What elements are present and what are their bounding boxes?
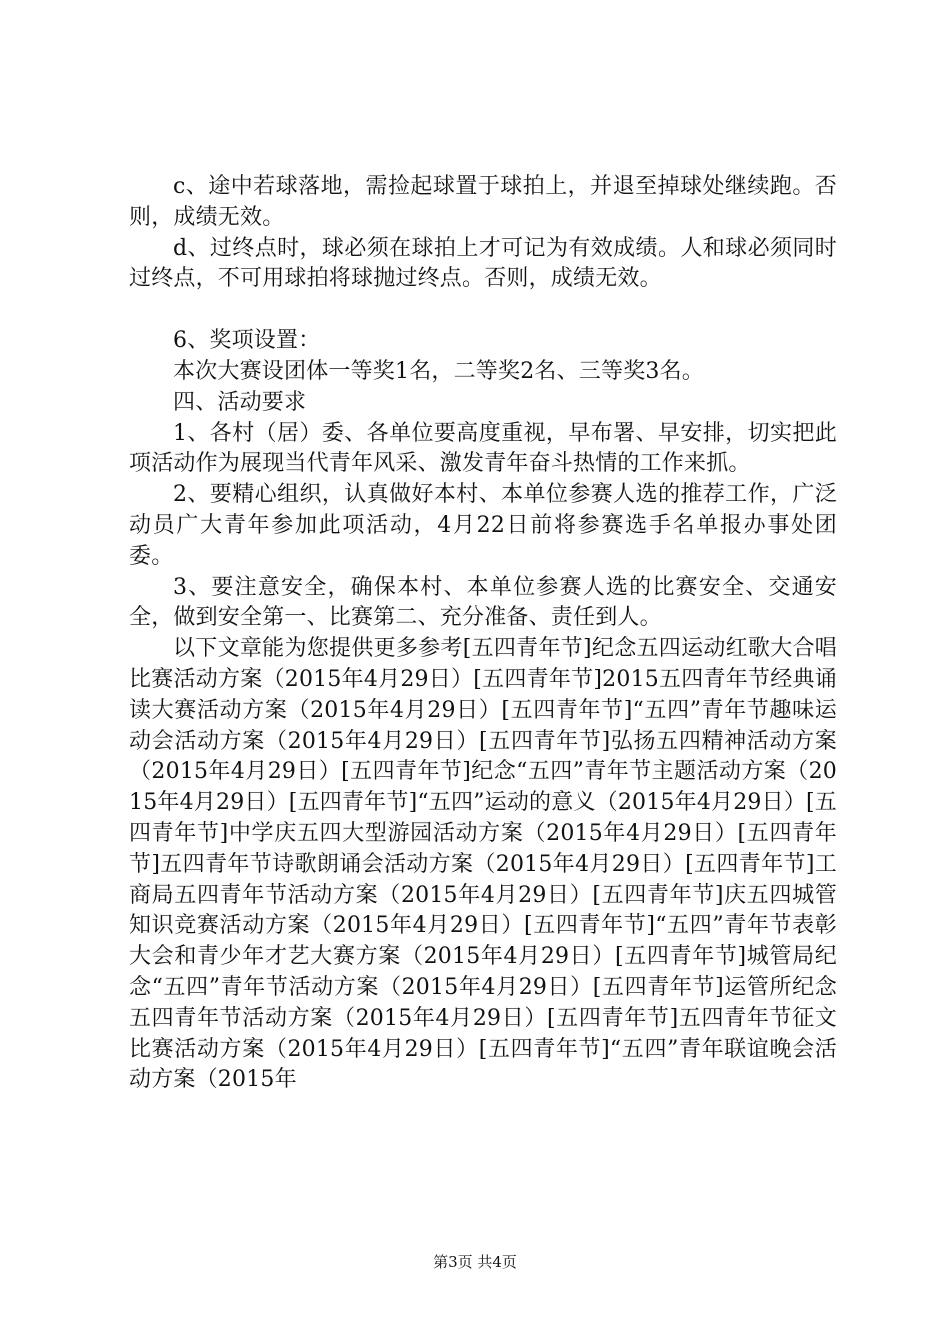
paragraph-c: c、途中若球落地，需捡起球置于球拍上，并退至掉球处继续跑。否则，成绩无效。 xyxy=(129,174,837,230)
section-awards-heading: 6、奖项设置： xyxy=(173,328,321,354)
section-requirements-heading: 四、活动要求 xyxy=(173,389,307,415)
paragraph-d: d、过终点时，球必须在球拍上才可记为有效成绩。人和球必须同时过终点，不可用球拍将球抛过终点。否则，成绩无效。 xyxy=(129,235,837,292)
paragraph-requirement-1: 1、各村（居）委、各单位要高度重视，早布署、早安排，切实把此项活动作为展现当代青年风采、激发青年奋斗热情的工作来抓。 xyxy=(129,420,837,477)
paragraph-requirement-3: 3、要注意安全，确保本村、本单位参赛人选的比赛安全、交通安全，做到安全第一、比赛第二、充分准备、责任到人。 xyxy=(129,574,837,631)
document-body xyxy=(129,172,837,1096)
paragraph-related-articles: 以下文章能为您提供更多参考[五四青年节]纪念五四运动红歌大合唱比赛活动方案（2015年4月29日）[五四青年节]2015五四青年节经典诵读大赛活动方案（2015年4月29日）[五四青年节]“五四”青年节趣味运动会活动方案（2015年4月29日）[五四青年节]弘扬五四精神活动方案（2015年4月29日）[五四青年节]纪念“五四”青年节主题活动方案（2015年4月29日）[五四青年节]“五四”运动的意义（2015年4月29日）[五四青年节]中学庆五四大型游园活动方案（2015年4月29日）[五四青年节]五四青年节诗歌朗诵会活动方案（2015年4月29日）[五四青年节]工商局五四青年节活动方案（2015年4月29日）[五四青年节]庆五四城管知识竞赛活动方案（2015年4月29日）[五四青年节]“五四”青年节表彰大会和青少年才艺大赛方案（2015年4月29日）[五四青年节]城管局纪念“五四”青年节活动方案（2015年4月29日）[五四青年节]运管所纪念五四青年节活动方案（2015年4月29日）[五四青年节]五四青年节征文比赛活动方案（2015年4月29日）[五四青年节]“五四”青年联谊晚会活动方案（2015年 xyxy=(129,636,838,1093)
paragraph-requirement-2: 2、要精心组织，认真做好本村、本单位参赛人选的推荐工作，广泛动员广大青年参加此项活动，4月22日前将参赛选手名单报办事处团委。 xyxy=(129,482,837,569)
paragraph-awards: 本次大赛设团体一等奖1名，二等奖2名、三等奖3名。 xyxy=(173,358,704,384)
page-number-footer: 第3页 共4页 xyxy=(433,1253,517,1271)
